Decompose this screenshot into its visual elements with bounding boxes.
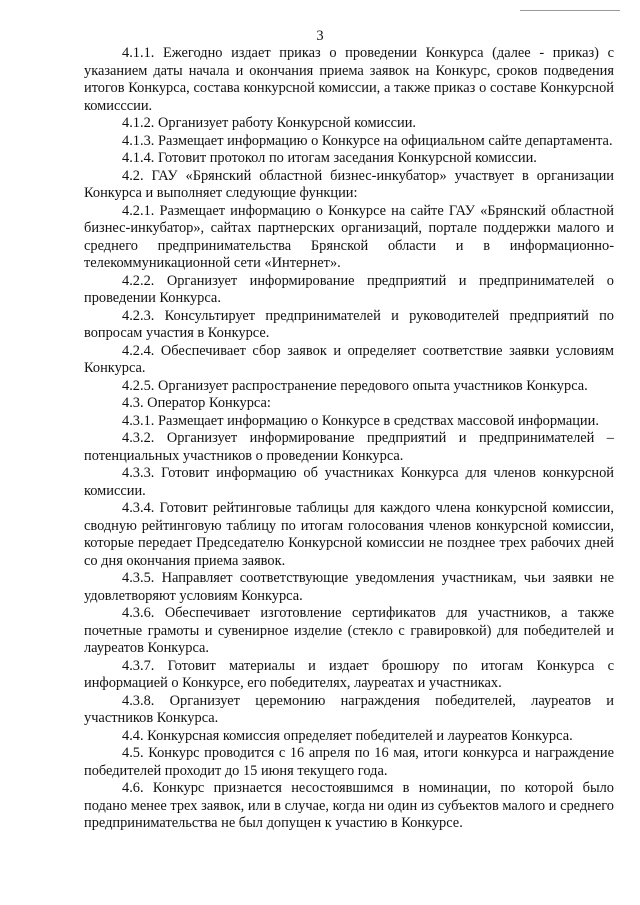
paragraph-4-3-2: 4.3.2. Организует информирование предприятий и предпринимателей – потенциальных участников о проведении Конкурса. (84, 430, 614, 464)
paragraph-4-1-4: 4.1.4. Готовит протокол по итогам заседания Конкурсной комиссии. (122, 150, 537, 166)
paragraph-4-2: 4.2. ГАУ «Брянский областной бизнес-инкубатор» участвует в организации Конкурса и выполняет следующие функции: (84, 167, 614, 201)
top-edge-rule (520, 10, 620, 11)
paragraph-4-3-7: 4.3.7. Готовит материалы и издает брошюру по итогам Конкурса с информацией о Конкурсе, его победителях, лауреатах и участниках. (84, 657, 614, 691)
paragraph-4-1-2: 4.1.2. Организует работу Конкурсной комиссии. (122, 115, 417, 131)
paragraph-4-3: 4.3. Оператор Конкурса: (122, 395, 271, 411)
paragraph-4-3-3: 4.3.3. Готовит информацию об участниках Конкурса для членов конкурсной комиссии. (84, 465, 614, 499)
paragraph-4-2-5: 4.2.5. Организует распространение передового опыта участников Конкурса. (122, 377, 588, 394)
document-body (84, 45, 614, 833)
paragraph-4-6: 4.6. Конкурс признается несостоявшимся в номинации, по которой было подано менее трех заявок, или в случае, когда ни один из субъектов малого и среднего предпринимательства не был допущен к участию в Конкурсе. (84, 780, 614, 831)
paragraph-4-2-4: 4.2.4. Обеспечивает сбор заявок и определяет соответствие заявки условиям Конкурса. (84, 342, 614, 376)
paragraph-4-5: 4.5. Конкурс проводится с 16 апреля по 16 мая, итоги конкурса и награждение победителей проходит до 15 июня текущего года. (84, 745, 614, 779)
page-number: 3 (316, 28, 324, 44)
paragraph-4-3-6: 4.3.6. Обеспечивает изготовление сертификатов для участников, а также почетные грамоты и сувенирное изделие (стекло с гравировкой) для победителей и лауреатов Конкурса. (84, 605, 614, 656)
paragraph-4-3-4: 4.3.4. Готовит рейтинговые таблицы для каждого члена конкурсной комиссии, сводную рейтинговую таблицу по итогам голосования членов конкурсной комиссии, которые передает Председателю Конкурсной комиссии не позднее трех рабочих дней со дня окончания приема заявок. (84, 500, 614, 569)
paragraph-4-2-3: 4.2.3. Консультирует предпринимателей и руководителей предприятий по вопросам участия в Конкурсе. (84, 307, 614, 341)
paragraph-4-1-3: 4.1.3. Размещает информацию о Конкурсе на официальном сайте департамента. (122, 132, 613, 149)
paragraph-4-4: 4.4. Конкурсная комиссия определяет победителей и лауреатов Конкурса. (122, 727, 573, 744)
paragraph-4-3-1: 4.3.1. Размещает информацию о Конкурсе в средствах массовой информации. (122, 412, 599, 429)
paragraph-4-2-2: 4.2.2. Организует информирование предприятий и предпринимателей о проведении Конкурса. (84, 272, 614, 306)
paragraph-4-3-8: 4.3.8. Организует церемонию награждения победителей, лауреатов и участников Конкурса. (84, 692, 614, 726)
paragraph-4-1-1: 4.1.1. Ежегодно издает приказ о проведении Конкурса (далее - приказ) с указанием даты начала и окончания приема заявок на Конкурс, сроков подведения итогов Конкурса, состава конкурсной комиссии, а также приказ о составе Конкурсной комисссии. (84, 45, 614, 114)
paragraph-4-2-1: 4.2.1. Размещает информацию о Конкурсе на сайте ГАУ «Брянский областной бизнес-инкубатор», сайтах партнерских организаций, портале поддержки малого и среднего предпринимательства Брянской области и в информационно-телекоммуникационной сети «Интернет». (84, 202, 614, 271)
paragraph-4-3-5: 4.3.5. Направляет соответствующие уведомления участникам, чьи заявки не удовлетворяют условиям Конкурса. (84, 570, 614, 604)
